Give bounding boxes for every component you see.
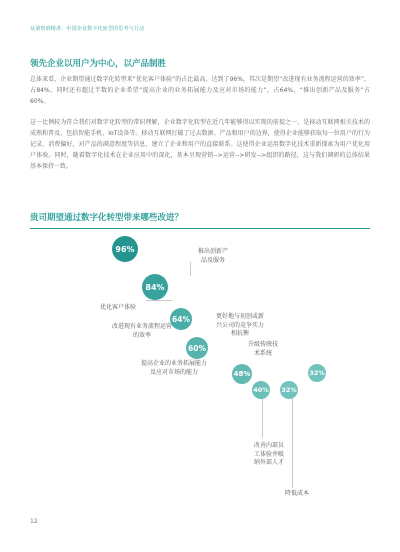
bubble-value: 60% bbox=[188, 343, 206, 353]
section-title-2: 贵司期望通过数字化转型带来哪些改进？ bbox=[30, 213, 184, 223]
connector-line bbox=[190, 262, 191, 276]
bubble-label-48 bbox=[214, 313, 266, 339]
connector-line bbox=[146, 300, 172, 301]
intro-paragraph-2: 这一比例较为符合我们对数字化转型的常识理解，企业数字化转型在近几年能够得以实现的前提之一，是移动互联网相关技术的成熟和普及，包括智能手机、IoT设备等。移动互联网打破了过去数据、产品和用户的边界，使得企业能够获取每一位用户的行为记录，消费偏好，对产品的满意程度等信息，建立了企业和用户的直接联系。这使得企业运用数字化技术重新探索为用户优化用户体验。同时，随着数字化技术在企业应用中的深化，基本呈现营销-->运营-->研发-->组织的路径，这与我们调研的总体结果基本保持一致。 bbox=[30, 119, 370, 170]
bubble-64 bbox=[170, 308, 192, 330]
bubble-value: 48% bbox=[233, 370, 251, 378]
bubble-32-cost bbox=[308, 364, 326, 382]
label-text: 推出创新产品及服务 bbox=[197, 248, 228, 264]
bubble-label-32-cost: 降低成本 bbox=[284, 490, 309, 497]
bubble-value: 64% bbox=[172, 314, 190, 324]
bubble-label-32-employee bbox=[252, 442, 286, 468]
label-text: 改进现有业务流程运营的效率 bbox=[112, 323, 173, 339]
page-number: 12 bbox=[30, 518, 38, 525]
bubble-label-40 bbox=[248, 341, 278, 358]
bubble-40 bbox=[252, 381, 270, 399]
connector-line bbox=[262, 393, 263, 438]
bubble-32-employee bbox=[280, 381, 298, 399]
bubble-value: 84% bbox=[145, 282, 165, 292]
bubble-value: 32% bbox=[309, 369, 325, 377]
bubble-label-84 bbox=[112, 323, 172, 340]
bubble-value: 32% bbox=[281, 386, 297, 394]
connector-line bbox=[292, 393, 293, 488]
bubble-96 bbox=[112, 236, 138, 262]
bubble-84 bbox=[142, 274, 168, 300]
intro-paragraph-1: 总体来看，企业期望通过数字化转型来“优化客户体验”的占比最高，达到了96%，其次是期望“改进现有业务流程运营的效率”，占84%，同时还有超过半数的企业希望“提高企业的业务拓展能力及应对市场的能力”，占64%，“推出创新产品及服务”占60%。 bbox=[30, 76, 370, 105]
bubble-value: 40% bbox=[253, 386, 269, 394]
bubble-60 bbox=[186, 337, 208, 359]
bubble-label-64 bbox=[140, 360, 208, 377]
running-header: 从洞察到精准：中国企业数字化转型的思考与行动 bbox=[30, 26, 145, 32]
label-text: 提高企业的业务拓展能力及应对市场的能力 bbox=[140, 360, 207, 376]
section-title-1: 领先企业以用户为中心，以产品制胜 bbox=[30, 59, 167, 69]
bubble-label-60 bbox=[196, 248, 230, 265]
label-text: 改善内部员工体验并吸纳外部人才 bbox=[253, 442, 284, 466]
bubble-label-96: 优化客户体验 bbox=[100, 304, 137, 311]
label-text: 更好地与初创或新兴公司的竞争实力相抗衡 bbox=[215, 313, 264, 337]
bubble-value: 96% bbox=[115, 244, 135, 254]
bubble-48 bbox=[232, 364, 252, 384]
section-title-rule bbox=[30, 228, 370, 229]
label-text: 升级传统技术系统 bbox=[248, 341, 279, 357]
